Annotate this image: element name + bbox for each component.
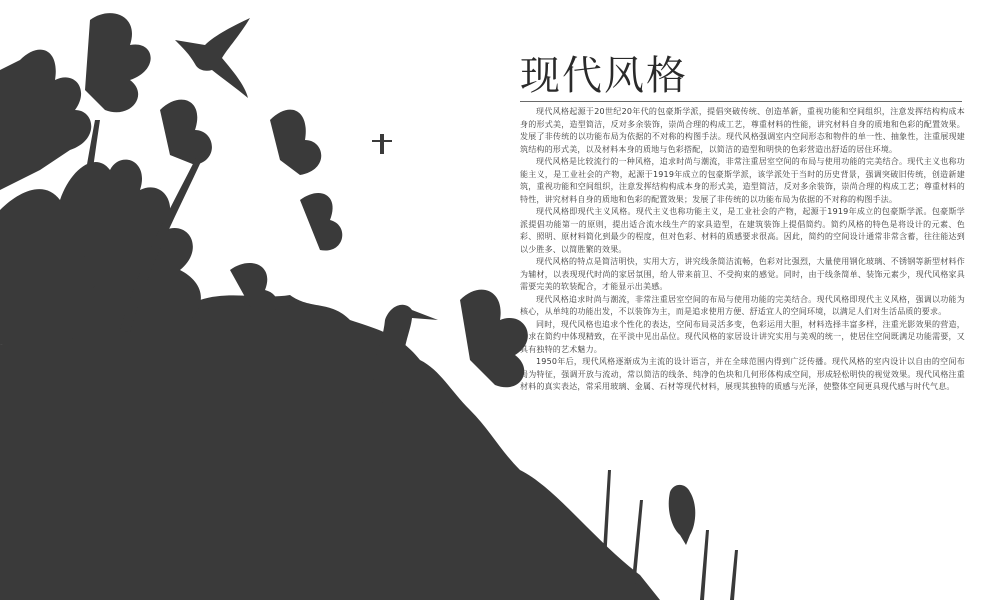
- paragraph: 现代风格即现代主义风格。现代主义也称功能主义，是工业社会的产物，起源于1919年成立的包豪斯学派。包豪斯学派提倡功能第一的原则，提出适合流水线生产的家具造型，在建筑装饰上提倡简约。简约风格的特色是将设计的元素、色彩、照明、原材料简化到最少的程度，但对色彩、材料的质感要求很高。因此，简约的空间设计通常非常含蓄，往往能达到以少胜多、以简胜繁的效果。: [520, 207, 965, 254]
- title-divider: [520, 101, 962, 102]
- leaf-cluster: [460, 290, 528, 388]
- tree-silhouette: [0, 160, 201, 345]
- paragraph: 现代风格起源于20世纪20年代的包豪斯学派，提倡突破传统、创造革新，重视功能和空间组织，注意发挥结构构成本身的形式美，造型简洁，反对多余装饰，崇尚合理的构成工艺，尊重材料的性能，讲究材料自身的质地和色彩的配置效果。发展了非传统的以功能布局为依据的不对称的构图手法。现代风格强调室内空间形态和物件的单一性、抽象性，注重展现建筑结构的形式美，以及材料本身的质地与色彩搭配，以简洁的造型和明快的色彩营造出舒适的居住环境。: [520, 107, 965, 154]
- paragraph: 同时，现代风格也追求个性化的表达，空间布局灵活多变，色彩运用大胆，材料选择丰富多样，注重光影效果的营造，力求在简约中体现精致，在平淡中见出品位。现代风格的家居设计讲究实用与美观的统一，使居住空间既满足功能需要，又具有独特的艺术魅力。: [520, 319, 965, 354]
- songbird-silhouette: [669, 485, 696, 545]
- paragraph: 现代风格是比较流行的一种风格，追求时尚与潮流，非常注重居室空间的布局与使用功能的完美结合。现代主义也称功能主义，是工业社会的产物，起源于1919年成立的包豪斯学派，该学派处于当时的历史背景，强调突破旧传统，创造新建筑，重视功能和空间组织，注意发挥结构构成本身的形式美，造型简洁，反对多余装饰，崇尚合理的构成工艺；尊重材料的特性，讲究材料自身的质地和色彩的配置效果；发展了非传统的以功能布局为依据的不对称的构图手法。: [520, 157, 965, 204]
- hummingbird-silhouette: [175, 18, 250, 98]
- article-body: [520, 106, 965, 394]
- page-title: 现代风格: [520, 53, 688, 99]
- paragraph: 1950年后，现代风格逐渐成为主流的设计语言，并在全球范围内得到广泛传播。现代风格的室内设计以自由的空间布局为特征，强调开放与流动，常以简洁的线条、纯净的色块和几何形体构成空间，形成轻松明快的视觉效果。现代风格注重材料的真实表达，常采用玻璃、金属、石材等现代材料，展现其独特的质感与光泽，使整体空间更具现代感与时代气息。: [520, 357, 965, 391]
- dragonfly-silhouette: [372, 134, 392, 154]
- paragraph: 现代风格的特点是简洁明快，实用大方，讲究线条简洁流畅，色彩对比强烈，大量使用钢化玻璃、不锈钢等新型材料作为辅材，以表现现代时尚的家居氛围，给人带来前卫、不受拘束的感觉。同时，由于线条简单、装饰元素少，现代风格家具需要完美的软装配合，才能显示出美感。: [520, 257, 965, 291]
- paragraph: 现代风格追求时尚与潮流，非常注重居室空间的布局与使用功能的完美结合。现代风格即现代主义风格，强调以功能为核心，从单纯的功能出发，不以装饰为主，而是追求使用方便、舒适宜人的空间环境，以满足人们对生活品质的要求。: [520, 294, 965, 316]
